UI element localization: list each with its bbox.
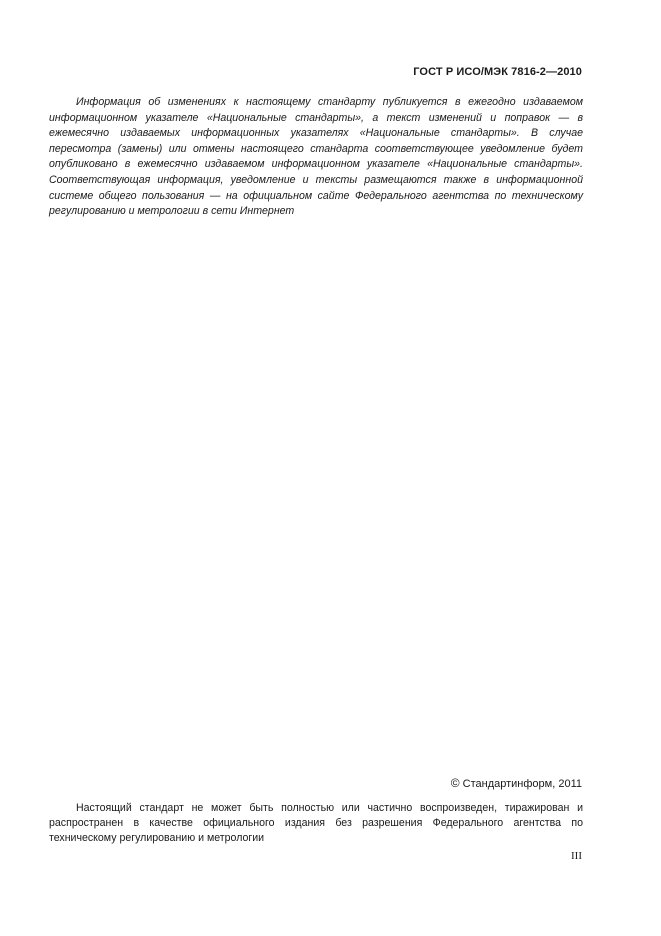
document-id: ГОСТ Р ИСО/МЭК 7816-2—2010	[413, 66, 582, 78]
copyright-holder: Стандартинформ, 2011	[462, 778, 582, 790]
copyright-symbol: ©	[450, 776, 460, 790]
update-notice-paragraph: Информация об изменениях к настоящему стандарту публикуется в ежегодно издаваемом информационном указателе «Национальные стандарты», а текст изменений и поправок — в ежемесячно издаваемых информационных указателях «Национальные стандарты». В случае пересмотра (замены) или отмены настоящего стандарта соответствующее уведомление будет опубликовано в ежемесячно издаваемом информационном указателе «Национальные стандарты». Соответствующая информация, уведомление и тексты размещаются также в информационной системе общего пользования — на официальном сайте Федерального агентства по техническому регулированию и метрологии в сети Интернет	[49, 96, 583, 218]
page-number: III	[571, 850, 582, 862]
reproduction-restriction-paragraph: Настоящий стандарт не может быть полностью или частично воспроизведен, тиражирован и распространен в качестве официального издания без разрешения Федерального агентства по техническому регулированию и метрологии	[49, 802, 583, 844]
copyright-line	[451, 776, 582, 790]
